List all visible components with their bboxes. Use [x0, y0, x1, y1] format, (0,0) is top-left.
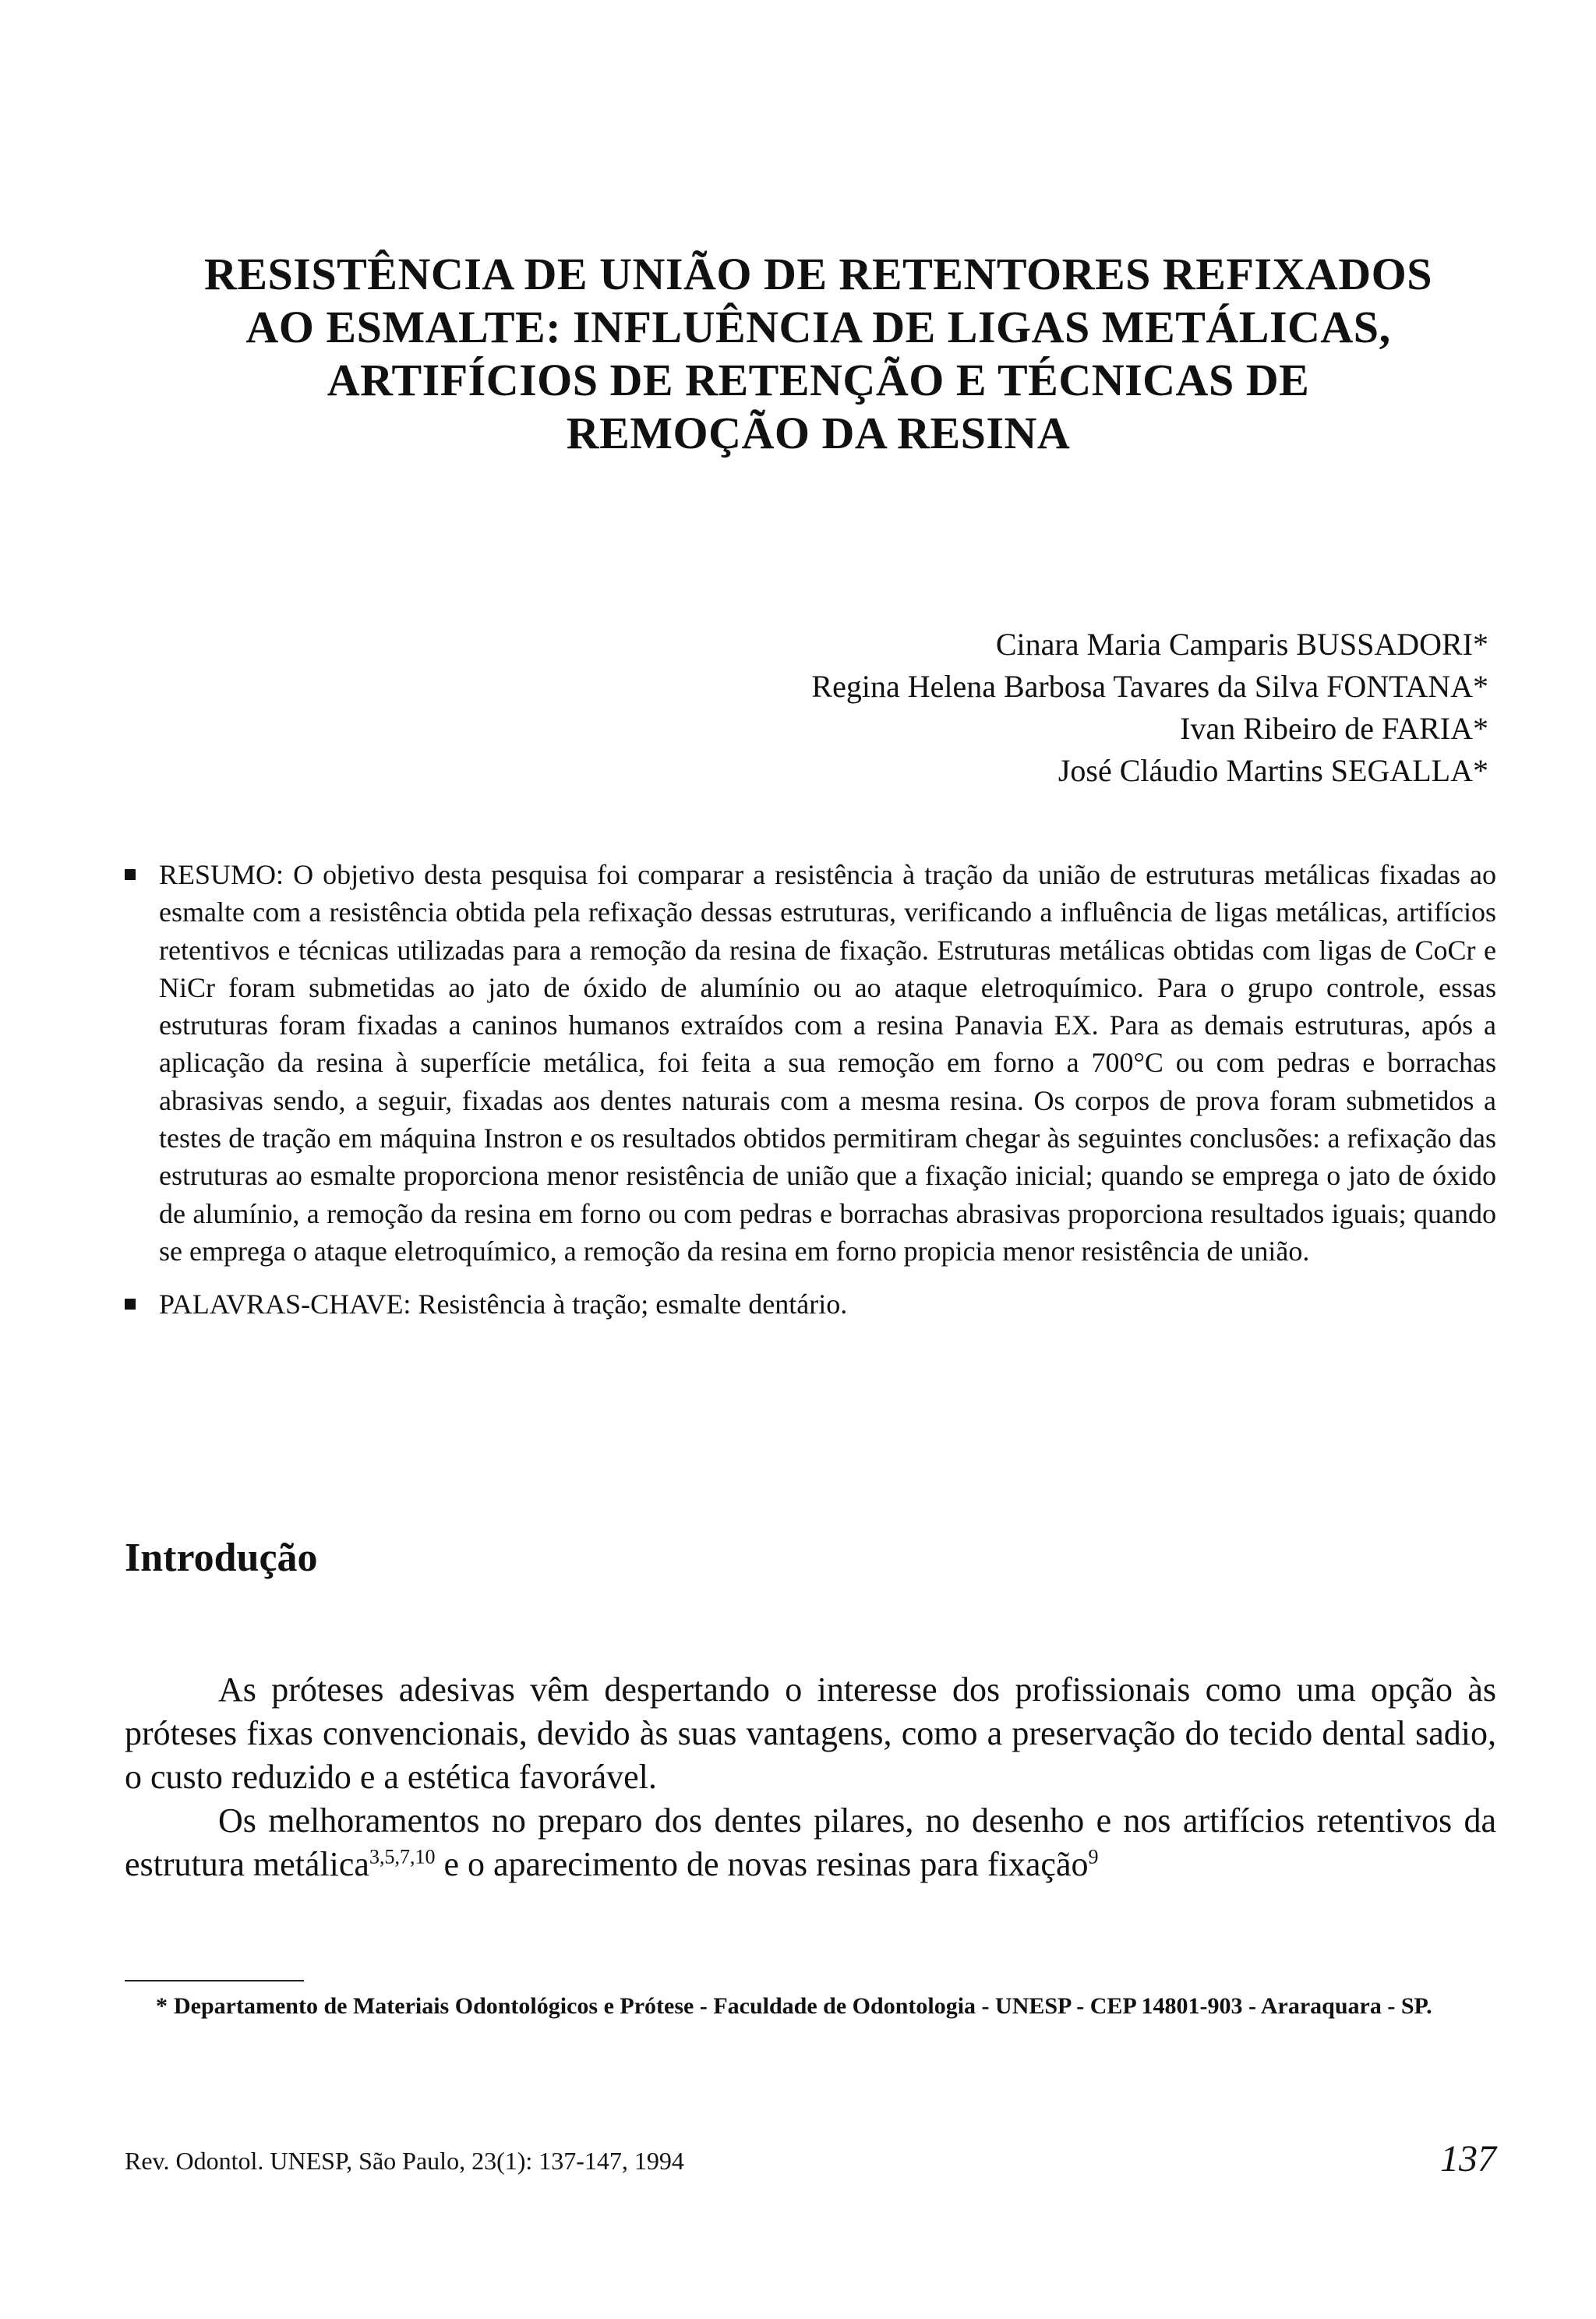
- body-paragraph: As próteses adesivas vêm despertando o interesse dos profissionais como uma opção às próteses fixas convencionais, devido às suas vantagens, como a preservação do tecido dental sadio, o custo reduzido e a estética favorável.: [125, 1670, 1496, 1796]
- body-text-span: Os melhoramentos no preparo dos dentes pilares, no desenho e nos artifícios retentivos da estrutura metálica: [125, 1801, 1496, 1883]
- reference-superscript: 3,5,7,10: [369, 1845, 436, 1868]
- abstract-text: RESUMO: O objetivo desta pesquisa foi comparar a resistência à tração da união de estruturas metálicas fixadas ao esmalte com a resistência obtida pela refixação dessas estruturas, verificando a influência de ligas metálicas, artifícios retentivos e técnicas utilizadas para a remoção da resina de fixação. Estruturas metálicas obtidas com ligas de CoCr e NiCr foram submetidas ao jato de óxido de alumínio ou ao ataque eletroquímico. Para o grupo controle, essas estruturas foram fixadas a caninos humanos extraídos com a resina Panavia EX. Para as demais estruturas, após a aplicação da resina à superfície metálica, foi feita a sua remoção em forno a 700°C ou com pedras e borrachas abrasivas sendo, a seguir, fixadas aos dentes naturais com a mesma resina. Os corpos de prova foram submetidos a testes de tração em máquina Instron e os resultados obtidos permitiram chegar às seguintes conclusões: a refixação das estruturas ao esmalte proporciona menor resistência de união que a fixação inicial; quando se emprega o jato de óxido de alumínio, a remoção da resina em forno ou com pedras e borrachas abrasivas proporciona resultados iguais; quando se emprega o ataque eletroquímico, a remoção da resina em forno propicia menor resistência de união.: [159, 859, 1496, 1267]
- reference-superscript: 9: [1088, 1845, 1099, 1868]
- page-number: 137: [1440, 2138, 1496, 2179]
- abstract-item: [125, 856, 1496, 1270]
- author-name: Cinara Maria Camparis BUSSADORI*: [995, 627, 1488, 662]
- article-title: [156, 248, 1481, 460]
- author-name: José Cláudio Martins SEGALLA*: [1058, 753, 1488, 788]
- title-line: AO ESMALTE: INFLUÊNCIA DE LIGAS METÁLICAS,: [245, 302, 1391, 352]
- body-paragraph: [125, 1799, 1496, 1886]
- footnote-text: Departamento de Materiais Odontológicos e Prótese - Faculdade de Odontologia - UNESP - CEP 14801-903 - Araraquara - SP.: [174, 1993, 1432, 2019]
- footnote-divider: [125, 1980, 304, 1981]
- keywords-text: PALAVRAS-CHAVE: Resistência à tração; esmalte dentário.: [159, 1289, 848, 1320]
- author-list: [546, 624, 1488, 792]
- body-text-span: e o aparecimento de novas resinas para fixação: [435, 1845, 1089, 1883]
- bullet-square-icon: [125, 1299, 136, 1310]
- affiliation-footnote: [156, 1989, 1496, 2024]
- page-footer: [125, 2137, 1496, 2184]
- title-line: ARTIFÍCIOS DE RETENÇÃO E TÉCNICAS DE: [327, 355, 1310, 405]
- bullet-square-icon: [125, 869, 136, 880]
- abstract-section: [125, 856, 1496, 1324]
- title-line: RESISTÊNCIA DE UNIÃO DE RETENTORES REFIXADOS: [203, 249, 1433, 299]
- author-name: Ivan Ribeiro de FARIA*: [1180, 711, 1488, 746]
- author-name: Regina Helena Barbosa Tavares da Silva FONTANA*: [811, 669, 1488, 704]
- introduction-body: [125, 1668, 1496, 1886]
- footnote-mark: *: [156, 1993, 168, 2019]
- section-heading-introduction: Introdução: [125, 1536, 318, 1580]
- title-line: REMOÇÃO DA RESINA: [566, 408, 1071, 458]
- keywords-item: [125, 1285, 1496, 1323]
- journal-citation: Rev. Odontol. UNESP, São Paulo, 23(1): 137-147, 1994: [125, 2147, 684, 2175]
